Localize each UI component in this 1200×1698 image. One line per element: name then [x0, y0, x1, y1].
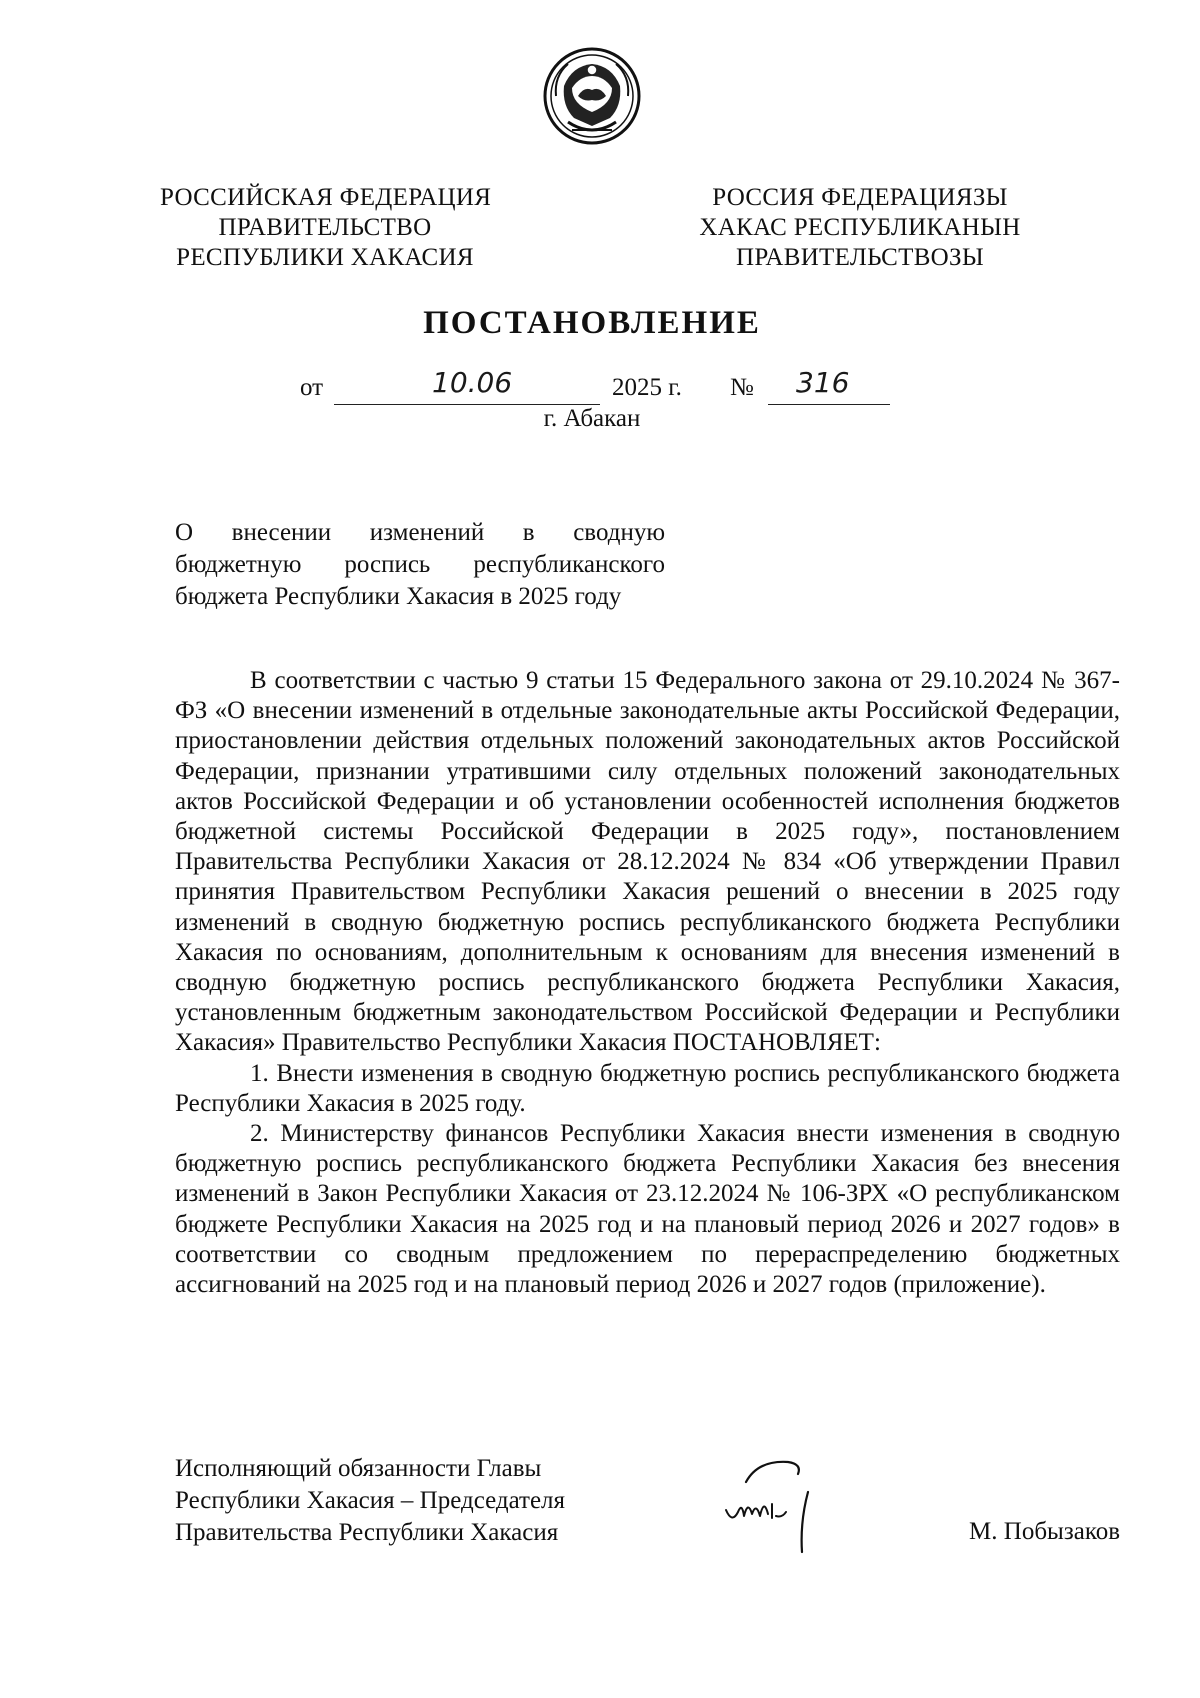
signer-name: М. Побызаков — [969, 1518, 1120, 1545]
subject-line: О внесении изменений в сводную — [175, 519, 665, 546]
year-label: 2025 г. — [612, 374, 682, 401]
header-left-line: РОССИЙСКАЯ ФЕДЕРАЦИЯ — [160, 184, 492, 211]
subject-line: бюджетную роспись республиканского — [175, 551, 665, 578]
coat-of-arms-icon — [542, 46, 642, 146]
handwritten-signature-icon — [718, 1452, 838, 1562]
header-right-line: ПРАВИТЕЛЬСТВОЗЫ — [736, 244, 984, 271]
signer-position — [175, 1453, 595, 1549]
body-paragraph: 2. Министерству финансов Республики Хакасия внести изменения в сводную бюджетную роспись республиканского бюджета Республики Хакасия без внесения изменений в Закон Республики Хакасия от 23.12.2024 № 106-ЗРХ «О республиканском бюджете Республики Хакасия на 2025 год и на плановый период 2026 и 2027 годов» в соответствии со сводным предложением по перераспределению бюджетных ассигнований на 2025 год и на плановый период 2026 и 2027 годов (приложение). — [175, 1120, 1120, 1299]
document-body — [175, 666, 1120, 1300]
header-right-line: ХАКАС РЕСПУБЛИКАНЫН — [699, 214, 1021, 241]
handwritten-number: 316 — [796, 366, 850, 399]
subject-block — [175, 517, 665, 613]
date-prefix: от — [300, 374, 324, 401]
city: г. Абакан — [543, 405, 641, 432]
signer-position-line: Правительства Республики Хакасия — [175, 1519, 559, 1546]
header-left-line: РЕСПУБЛИКИ ХАКАСИЯ — [176, 244, 474, 271]
document-title: ПОСТАНОВЛЕНИЕ — [423, 305, 761, 341]
body-paragraph: 1. Внести изменения в сводную бюджетную роспись республиканского бюджета Республики Хакасия в 2025 году. — [175, 1059, 1120, 1117]
header-left — [160, 183, 490, 273]
header-right-line: РОССИЯ ФЕДЕРАЦИЯЗЫ — [712, 184, 1008, 211]
subject-line: бюджета Республики Хакасия в 2025 году — [175, 583, 622, 610]
body-paragraph: В соответствии с частью 9 статьи 15 Федерального закона от 29.10.2024 № 367-ФЗ «О внесении изменений в отдельные законодательные акты Российской Федерации, приостановлении действия отдельных положений законодательных актов Российской Федерации, признании утратившими силу отдельных положений законодательных актов Российской Федерации и об установлении особенностей исполнения бюджетов бюджетной системы Российской Федерации в 2025 году», постановлением Правительства Республики Хакасия от 28.12.2024 № 834 «Об утверждении Правил принятия Правительством Республики Хакасия решений о внесении в 2025 году изменений в сводную бюджетную роспись республиканского бюджета Республики Хакасия по основаниям, дополнительным к основаниям для внесения изменений в сводную бюджетную роспись республиканского бюджета Республики Хакасия, установленным бюджетным законодательством Российской Федерации и Республики Хакасия» Правительство Республики Хакасия ПОСТАНОВЛЯЕТ: — [175, 667, 1120, 1057]
handwritten-date: 10.06 — [432, 366, 513, 399]
signer-position-line: Исполняющий обязанности Главы — [175, 1455, 542, 1482]
signer-position-line: Республики Хакасия – Председателя — [175, 1487, 566, 1514]
date-number-line — [300, 366, 900, 408]
header-right — [690, 183, 1030, 273]
number-label: № — [730, 374, 754, 401]
header-left-line: ПРАВИТЕЛЬСТВО — [218, 214, 432, 241]
